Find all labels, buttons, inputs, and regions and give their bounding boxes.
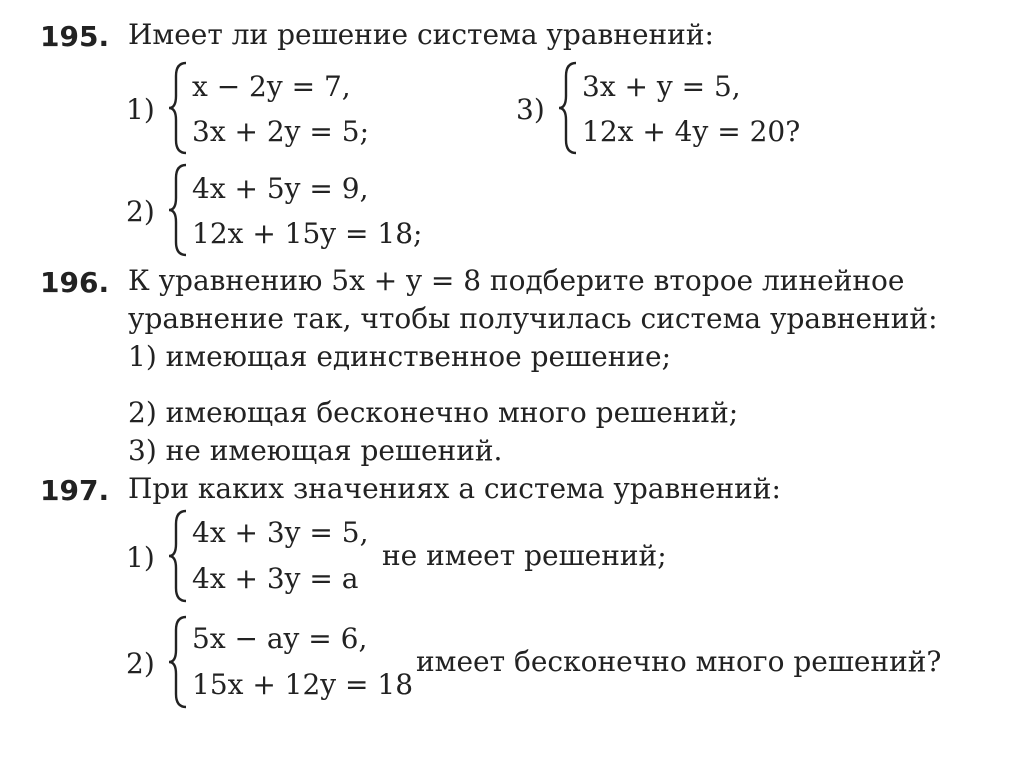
item-label: 2) <box>126 647 155 680</box>
equation-1: 5x − ay = 6, <box>192 622 368 655</box>
item-label: 3) <box>516 93 545 126</box>
curly-brace-icon <box>166 60 190 156</box>
equation-2: 12x + 15y = 18; <box>192 217 423 250</box>
equation-1: 4x + 5y = 9, <box>192 172 369 205</box>
equation-2: 4x + 3y = a <box>192 562 359 595</box>
problem-196-line-1: К уравнению 5x + y = 8 подберите второе линейное <box>128 264 905 297</box>
problem-196-number: 196. <box>40 266 110 299</box>
problem-195-question: Имеет ли решение система уравнений: <box>128 18 714 51</box>
problem-196-line-2: уравнение так, чтобы получилась система уравнений: <box>128 302 938 335</box>
problem-196-option-2: 2) имеющая бесконечно много решений; <box>128 396 739 429</box>
equation-2: 12x + 4y = 20? <box>582 115 801 148</box>
equation-2: 15x + 12y = 18 <box>192 668 414 701</box>
problem-197-question: При каких значениях a система уравнений: <box>128 472 781 505</box>
curly-brace-icon <box>166 614 190 710</box>
equation-1: 3x + y = 5, <box>582 70 741 103</box>
system-195-3 <box>510 60 810 160</box>
problem-197-number: 197. <box>40 474 110 507</box>
item-label: 1) <box>126 93 155 126</box>
equation-1: 4x + 3y = 5, <box>192 516 369 549</box>
condition-text: имеет бесконечно много решений? <box>416 645 942 678</box>
item-label: 2) <box>126 195 155 228</box>
curly-brace-icon <box>556 60 580 156</box>
system-197-1 <box>120 508 680 608</box>
curly-brace-icon <box>166 508 190 604</box>
problem-196-option-3: 3) не имеющая решений. <box>128 434 503 467</box>
equation-1: x − 2y = 7, <box>192 70 351 103</box>
curly-brace-icon <box>166 162 190 258</box>
equation-2: 3x + 2y = 5; <box>192 115 370 148</box>
problem-196-option-1: 1) имеющая единственное решение; <box>128 340 672 373</box>
condition-text: не имеет решений; <box>382 539 667 572</box>
item-label: 1) <box>126 541 155 574</box>
system-195-1 <box>120 60 380 160</box>
system-197-2 <box>120 614 980 714</box>
system-195-2 <box>120 162 440 262</box>
problem-195-number: 195. <box>40 20 110 53</box>
